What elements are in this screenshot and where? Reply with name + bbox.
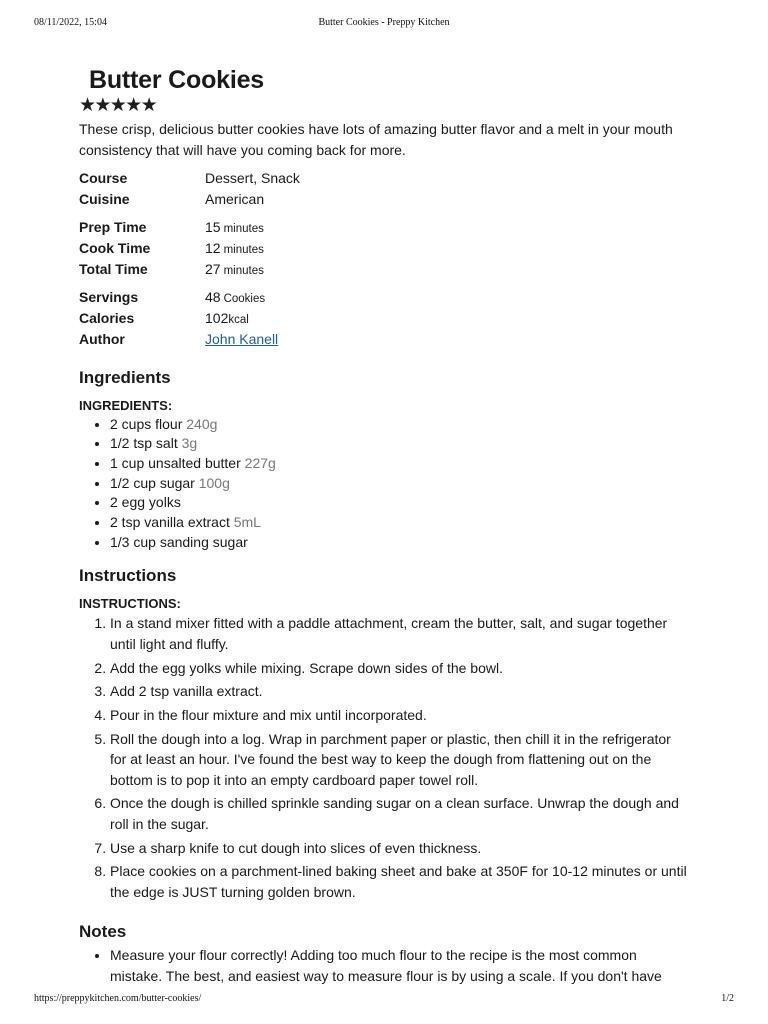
- print-footer: [34, 993, 734, 1007]
- prep-time-unit: minutes: [223, 223, 264, 236]
- servings: [205, 287, 265, 308]
- print-page-number: 1/2: [721, 993, 734, 1004]
- meta-group-tags: [79, 168, 691, 209]
- note-item: • Measure your flour correctly! Adding too much flour to the recipe is the most common mistake. The best, and easiest way to measure flour is by using a scale. If you don't have: [110, 945, 691, 986]
- ingredient-item: [110, 474, 691, 494]
- course-value: Dessert, Snack: [205, 170, 300, 186]
- ingredient-text: 1/2 cup sugar: [110, 474, 195, 491]
- meta-label: Servings: [79, 289, 139, 306]
- total-time: [205, 259, 264, 280]
- ingredient-text: 1 cup unsalted butter: [110, 454, 241, 471]
- ingredient-item: [110, 493, 691, 513]
- star-icon: ★: [79, 95, 97, 116]
- ingredient-item: [110, 533, 691, 553]
- notes-heading: Notes: [79, 922, 127, 942]
- meta-group-nutrition: [79, 287, 691, 349]
- star-icon: ★: [140, 95, 158, 116]
- ingredient-metric-amount: 227g: [244, 454, 276, 471]
- star-icon: ★: [94, 95, 112, 116]
- ingredients-heading: Ingredients: [79, 367, 171, 387]
- ingredient-metric-amount: 100g: [198, 474, 230, 491]
- meta-label: Cook Time: [79, 240, 151, 257]
- print-page-title: Butter Cookies - Preppy Kitchen: [318, 17, 450, 28]
- cook-time-unit: minutes: [223, 244, 264, 257]
- print-datetime: 08/11/2022, 15:04: [34, 17, 107, 28]
- ingredient-text: 2 tsp vanilla extract: [110, 514, 230, 531]
- print-url: https://preppykitchen.com/butter-cookies/: [34, 993, 202, 1004]
- meta-label: Course: [79, 170, 128, 186]
- instruction-step: 7. Use a sharp knife to cut dough into slices of even thickness.: [110, 838, 691, 859]
- cook-time-value: 12: [205, 240, 221, 257]
- star-rating: [79, 97, 691, 115]
- meta-row-course: [79, 168, 691, 189]
- calories: [205, 308, 249, 329]
- ingredient-metric-amount: 3g: [181, 435, 198, 452]
- ingredient-text: 2 egg yolks: [110, 494, 181, 511]
- ingredients-section: [79, 366, 691, 553]
- recipe-title: Butter Cookies: [89, 66, 265, 94]
- author: [205, 329, 278, 350]
- instruction-step: 4. Pour in the flour mixture and mix until incorporated.: [110, 705, 691, 726]
- prep-time: [205, 217, 264, 238]
- meta-group-times: [79, 217, 691, 279]
- ingredient-item: [110, 454, 691, 474]
- calories-unit: kcal: [228, 314, 249, 327]
- ingredient-metric-amount: 240g: [186, 415, 218, 432]
- ingredient-metric-amount: 5mL: [233, 514, 261, 531]
- instruction-step: 3. Add 2 tsp vanilla extract.: [110, 681, 691, 702]
- ingredient-text: 1/3 cup sanding sugar: [110, 533, 248, 550]
- meta-row-total: [79, 259, 691, 280]
- ingredients-group-heading: INGREDIENTS:: [79, 397, 173, 413]
- instruction-step: 2. Add the egg yolks while mixing. Scrape down sides of the bowl.: [110, 658, 691, 679]
- author-link[interactable]: John Kanell: [205, 330, 279, 347]
- ingredient-item: [110, 513, 691, 533]
- meta-row-cuisine: [79, 189, 691, 210]
- meta-label: Total Time: [79, 260, 148, 277]
- servings-unit: Cookies: [223, 293, 266, 306]
- instructions-section: [79, 564, 691, 902]
- meta-label: Prep Time: [79, 219, 147, 236]
- notes-section: [79, 920, 691, 986]
- meta-label: Calories: [79, 310, 135, 327]
- instruction-step: 8. Place cookies on a parchment-lined baking sheet and bake at 350F for 10-12 minutes or until the edge is JUST turning golden brown.: [110, 861, 691, 902]
- ingredient-item: [110, 415, 691, 435]
- ingredients-list: [79, 415, 691, 553]
- star-icon: ★: [109, 95, 127, 116]
- notes-list: [79, 945, 691, 986]
- meta-label: Author: [79, 330, 125, 347]
- print-header: [34, 17, 734, 31]
- instructions-group-heading: INSTRUCTIONS:: [79, 596, 181, 612]
- instructions-heading: Instructions: [79, 566, 177, 586]
- instruction-step: 5. Roll the dough into a log. Wrap in parchment paper or plastic, then chill it in the refrigerator for at least an hour. I've found the best way to keep the dough from flattening out on the bottom is to pop it into an empty cardboard paper towel roll.: [110, 729, 691, 791]
- meta-row-servings: [79, 287, 691, 308]
- total-time-unit: minutes: [223, 264, 264, 277]
- ingredient-text: 1/2 tsp salt: [110, 435, 178, 452]
- total-time-value: 27: [205, 260, 221, 277]
- meta-row-author: [79, 329, 691, 350]
- meta-row-cook: [79, 238, 691, 259]
- instruction-step: 6. Once the dough is chilled sprinkle sanding sugar on a clean surface. Unwrap the dough and roll in the sugar.: [110, 793, 691, 834]
- ingredient-item: [110, 434, 691, 454]
- recipe-meta: [79, 168, 691, 350]
- meta-row-calories: [79, 308, 691, 329]
- prep-time-value: 15: [205, 219, 221, 236]
- cook-time: [205, 238, 264, 259]
- meta-label: Cuisine: [79, 190, 130, 207]
- ingredient-text: 2 cups flour: [110, 415, 183, 432]
- cuisine-value: American: [205, 190, 265, 207]
- meta-row-prep: [79, 217, 691, 238]
- servings-value: 48: [205, 289, 221, 306]
- instruction-step: 1. In a stand mixer fitted with a paddle attachment, cream the butter, salt, and sugar together until light and fluffy.: [110, 613, 691, 654]
- recipe-summary: These crisp, delicious butter cookies have lots of amazing butter flavor and a melt in your mouth consistency that will have you coming back for more.: [79, 121, 673, 158]
- recipe-card: [79, 64, 691, 986]
- star-icon: ★: [125, 95, 143, 116]
- calories-value: 102: [205, 310, 229, 327]
- instructions-list: [79, 613, 691, 902]
